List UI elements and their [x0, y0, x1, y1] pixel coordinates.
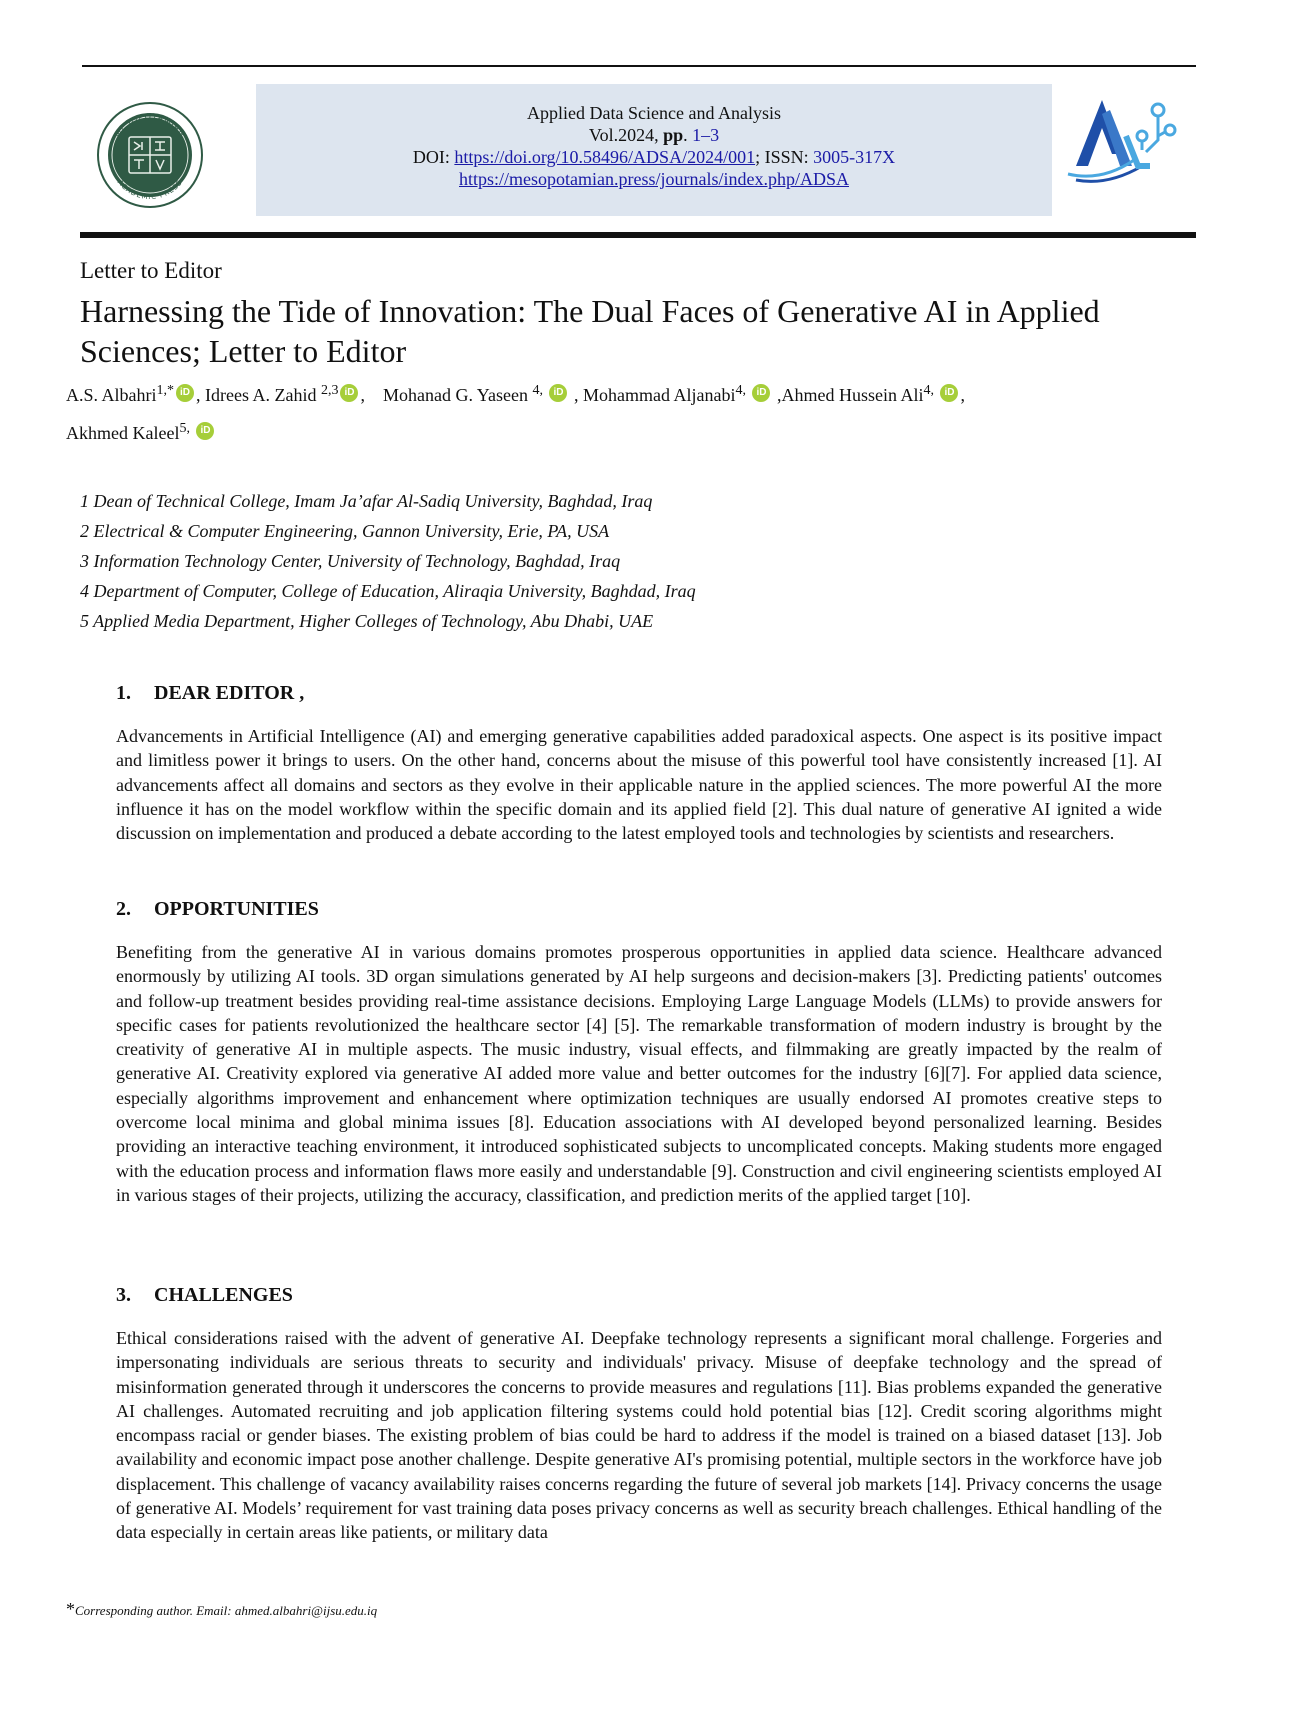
- journal-name: Applied Data Science and Analysis: [527, 103, 781, 123]
- section-body-dear-editor: Advancements in Artificial Intelligence (AI) and emerging generative capabilities added paradoxical aspects. One aspect is its positive impact and limitless power it brings to users. On the other hand, concerns about the misuse of this powerful tool have consistently increased [1]. AI advancements affect all domains and sectors as they evolve in their applicable nature in the applied sciences. The more powerful AI the more influence it has on the model workflow within the specific domain and its applied field [2]. This dual nature of generative AI ignited a wide discussion on implementation and produced a debate according to the latest employed tools and technologies by scientists and researchers.: [116, 726, 1162, 844]
- author-affil-sup: 4,: [923, 383, 934, 398]
- svg-text:MESOPOTAMIAN: MESOPOTAMIAN: [112, 111, 188, 139]
- author-name: Idrees A. Zahid: [205, 385, 321, 405]
- adsa-ai-logo: [1062, 96, 1190, 186]
- mesopotamian-press-seal-logo: [96, 101, 204, 209]
- corresponding-author-footnote: [66, 1599, 377, 1620]
- volume-pages: [256, 124, 1052, 146]
- author-name: A.S. Albahri: [66, 385, 157, 405]
- section-title: DEAR EDITOR ,: [154, 682, 305, 704]
- author-affil-sup: 2,3: [320, 383, 339, 398]
- section-heading-dear-editor: [116, 682, 304, 705]
- author-affil-sup: 5,: [179, 421, 190, 436]
- author-name: Akhmed Kaleel: [66, 423, 180, 443]
- affiliation-list: [80, 486, 696, 636]
- affiliation-1: 1 Dean of Technical College, Imam Ja’afar Al-Sadiq University, Baghdad, Iraq: [80, 491, 653, 511]
- section-body-challenges: Ethical considerations raised with the advent of generative AI. Deepfake technology represents a significant moral challenge. Forgeries and impersonating individuals are serious threats to security and individuals' privacy. Misuse of deepfake technology and the spread of misinformation generated through it underscores the concerns to provide measures and regulations [11]. Bias problems expanded the generative AI challenges. Automated recruiting and job application filtering systems could hold potential bias [12]. Credit scoring algorithms might encompass racial or gender biases. The existing problem of bias could be hard to address if the model is trained on a biased dataset [13]. Job availability and economic impact pose another challenge. Despite generative AI's promising potential, multiple sectors in the workforce have job displacement. This challenge of vacancy availability raises concerns regarding the future of several job markets [14]. Privacy concerns the usage of generative AI. Models’ requirement for vast training data poses privacy concerns as well as security breach challenges. Ethical handling of the data especially in certain areas like patients, or military data: [116, 1328, 1162, 1543]
- pp-label: pp: [663, 125, 684, 145]
- header-thick-rule: [80, 232, 1196, 238]
- orcid-icon[interactable]: iD: [176, 384, 194, 402]
- author-sep: ,: [196, 385, 206, 405]
- orcid-icon[interactable]: iD: [752, 384, 770, 402]
- author-sep: ,: [569, 385, 583, 405]
- issn-value: 3005-317X: [813, 147, 896, 167]
- journal-header-box: [256, 84, 1052, 216]
- author-affil-sup: 4,: [735, 383, 746, 398]
- footnote-text: Corresponding author. Email: ahmed.albahri@ijsu.edu.iq: [75, 1603, 378, 1618]
- footnote-star: *: [66, 1599, 75, 1619]
- affiliation-2: 2 Electrical & Computer Engineering, Gannon University, Erie, PA, USA: [80, 521, 610, 541]
- author-sep: ,: [360, 385, 383, 405]
- section-title: OPPORTUNITIES: [154, 898, 319, 920]
- journal-url-link[interactable]: https://mesopotamian.press/journals/index.php/ADSA: [459, 169, 849, 189]
- author-affil-sup: 4,: [532, 383, 543, 398]
- affiliation-4: 4 Department of Computer, College of Education, Aliraqia University, Baghdad, Iraq: [80, 581, 696, 601]
- section-heading-challenges: [116, 1284, 293, 1307]
- section-heading-opportunities: [116, 898, 319, 921]
- section-number: 3.: [116, 1284, 131, 1306]
- author-sep: ,: [772, 385, 782, 405]
- orcid-icon[interactable]: iD: [340, 384, 358, 402]
- doi-line: [256, 146, 1052, 168]
- author-sep: ,: [960, 385, 965, 405]
- article-title: Harnessing the Tide of Innovation: The Dual Faces of Generative AI in Applied Sciences; Letter to Editor: [80, 293, 1100, 369]
- top-rule: [82, 65, 1196, 67]
- author-name: Mohanad G. Yaseen: [382, 385, 533, 405]
- author-list: [66, 374, 1246, 450]
- author-affil-sup: 1,*: [156, 383, 175, 398]
- issn-label: ; ISSN:: [755, 147, 814, 167]
- article-type: Letter to Editor: [80, 258, 222, 283]
- section-number: 2.: [116, 898, 131, 920]
- doi-label: DOI:: [412, 147, 455, 167]
- doi-link[interactable]: https://doi.org/10.58496/ADSA/2024/001: [454, 147, 756, 167]
- orcid-icon[interactable]: iD: [549, 384, 567, 402]
- section-number: 1.: [116, 682, 131, 704]
- journal-url-line: [256, 168, 1052, 190]
- author-name: Mohammad Aljanabi: [582, 385, 736, 405]
- svg-text:ACADEMIC PRESS: ACADEMIC PRESS: [115, 178, 185, 202]
- pp-dot: .: [683, 125, 693, 145]
- affiliation-3: 3 Information Technology Center, University of Technology, Baghdad, Iraq: [80, 551, 621, 571]
- page-range: 1–3: [692, 125, 720, 145]
- section-title: CHALLENGES: [154, 1284, 293, 1306]
- volume-label: Vol.2024,: [588, 125, 664, 145]
- orcid-icon[interactable]: iD: [196, 422, 214, 440]
- affiliation-5: 5 Applied Media Department, Higher Colleges of Technology, Abu Dhabi, UAE: [80, 611, 654, 631]
- section-body-opportunities: Benefiting from the generative AI in various domains promotes prosperous opportunities in applied data science. Healthcare advanced enormously by utilizing AI tools. 3D organ simulations generated by AI help surgeons and decision-makers [3]. Predicting patients' outcomes and follow-up treatment besides providing real-time assistance decisions. Employing Large Language Models (LLMs) to provide answers for specific cases for patients revolutionized the healthcare sector [4] [5]. The remarkable transformation of modern industry is brought by the creativity of generative AI in multiple aspects. The music industry, visual effects, and filmmaking are greatly impacted by the realm of generative AI. Creativity explored via generative AI added more value and better outcomes for the industry [6][7]. For applied data science, especially algorithms improvement and enhancement where optimization techniques are usually endorsed AI promotes creative steps to overcome local minima and global minima issues [8]. Education associations with AI developed beyond personalized learning. Besides providing an interactive teaching environment, it introduced sophisticated subjects to uncomplicated concepts. Making students more engaged with the education process and information flaws more easily and understandable [9]. Construction and civil engineering scientists employed AI in various stages of their projects, utilizing the accuracy, classification, and prediction merits of the applied target [10].: [116, 942, 1162, 1205]
- author-name: Ahmed Hussein Ali: [781, 385, 924, 405]
- orcid-icon[interactable]: iD: [940, 384, 958, 402]
